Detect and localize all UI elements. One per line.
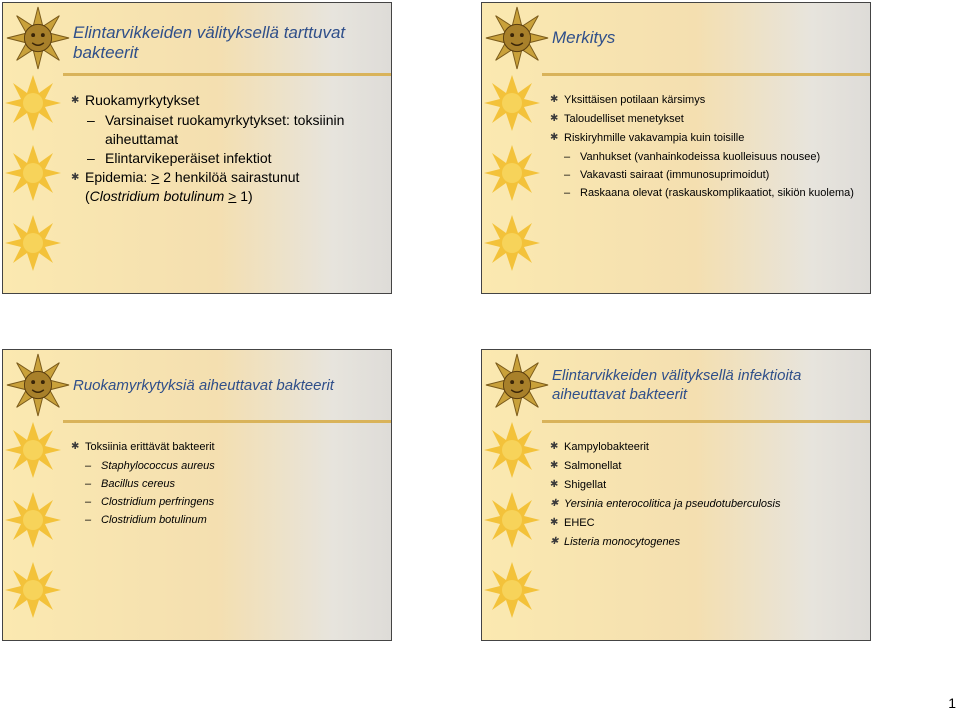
sub-bullet: – Staphylococcus aureus xyxy=(71,457,385,475)
slide-title: Ruokamyrkytyksiä aiheuttavat bakteerit xyxy=(73,376,334,394)
sun-logo-icon xyxy=(5,352,71,418)
slide-2 xyxy=(481,2,871,294)
bullet: ✱ Ruokamyrkytykset xyxy=(71,91,385,110)
bullet: ✱ Yksittäisen potilaan kärsimys xyxy=(550,91,864,109)
bullet: ✱ EHEC xyxy=(550,514,864,532)
sun-decoration-icon xyxy=(482,420,542,640)
sun-decoration-icon xyxy=(3,420,63,640)
sun-decoration-icon xyxy=(482,73,542,293)
sub-bullet: – Bacillus cereus xyxy=(71,475,385,493)
slide-3 xyxy=(2,349,392,641)
slide-1 xyxy=(2,2,392,294)
sub-bullet: – Vanhukset (vanhainkodeissa kuolleisuus nousee) xyxy=(550,148,864,166)
bullet: ✱ Listeria monocytogenes xyxy=(550,533,864,551)
bullet: ✱ Riskiryhmille vakavampia kuin toisille xyxy=(550,129,864,147)
bullet: ✱ Kampylobakteerit xyxy=(550,438,864,456)
header-divider xyxy=(63,420,391,423)
bullet: ✱ Salmonellat xyxy=(550,457,864,475)
sub-bullet: – Clostridium perfringens xyxy=(71,493,385,511)
slide-content xyxy=(71,438,385,529)
sub-bullet: – Clostridium botulinum xyxy=(71,511,385,529)
slide-content xyxy=(550,91,864,202)
header-divider xyxy=(63,73,391,76)
header-divider xyxy=(542,73,870,76)
sub-bullet: – Varsinaiset ruokamyrkytykset: toksiinin aiheuttamat xyxy=(71,111,385,149)
slide-4 xyxy=(481,349,871,641)
bullet: ✱ Toksiinia erittävät bakteerit xyxy=(71,438,385,456)
slide-content xyxy=(71,91,385,207)
slide-title: Elintarvikkeiden välityksellä infektioita aiheuttavat bakteerit xyxy=(552,367,802,403)
slide-title: Merkitys xyxy=(552,28,616,47)
slide-content xyxy=(550,438,864,552)
sun-logo-icon xyxy=(5,5,71,71)
sub-bullet: – Elintarvikeperäiset infektiot xyxy=(71,149,385,168)
header-divider xyxy=(542,420,870,423)
bullet: ✱ Shigellat xyxy=(550,476,864,494)
sun-decoration-icon xyxy=(3,73,63,293)
slide-title: Elintarvikkeiden välityksellä tarttuvat bakteerit xyxy=(73,23,346,62)
sub-bullet: – Vakavasti sairaat (immunosuprimoidut) xyxy=(550,166,864,184)
bullet: ✱ Taloudelliset menetykset xyxy=(550,110,864,128)
bullet: ✱ Yersinia enterocolitica ja pseudotuberculosis xyxy=(550,495,864,513)
bullet: ✱ Epidemia: > 2 henkilöä sairastunut (Clostridium botulinum > 1) xyxy=(71,168,385,206)
sun-logo-icon xyxy=(484,352,550,418)
page-number: 1 xyxy=(948,695,956,711)
sub-bullet: – Raskaana olevat (raskauskomplikaatiot, sikiön kuolema) xyxy=(550,184,864,202)
sun-logo-icon xyxy=(484,5,550,71)
